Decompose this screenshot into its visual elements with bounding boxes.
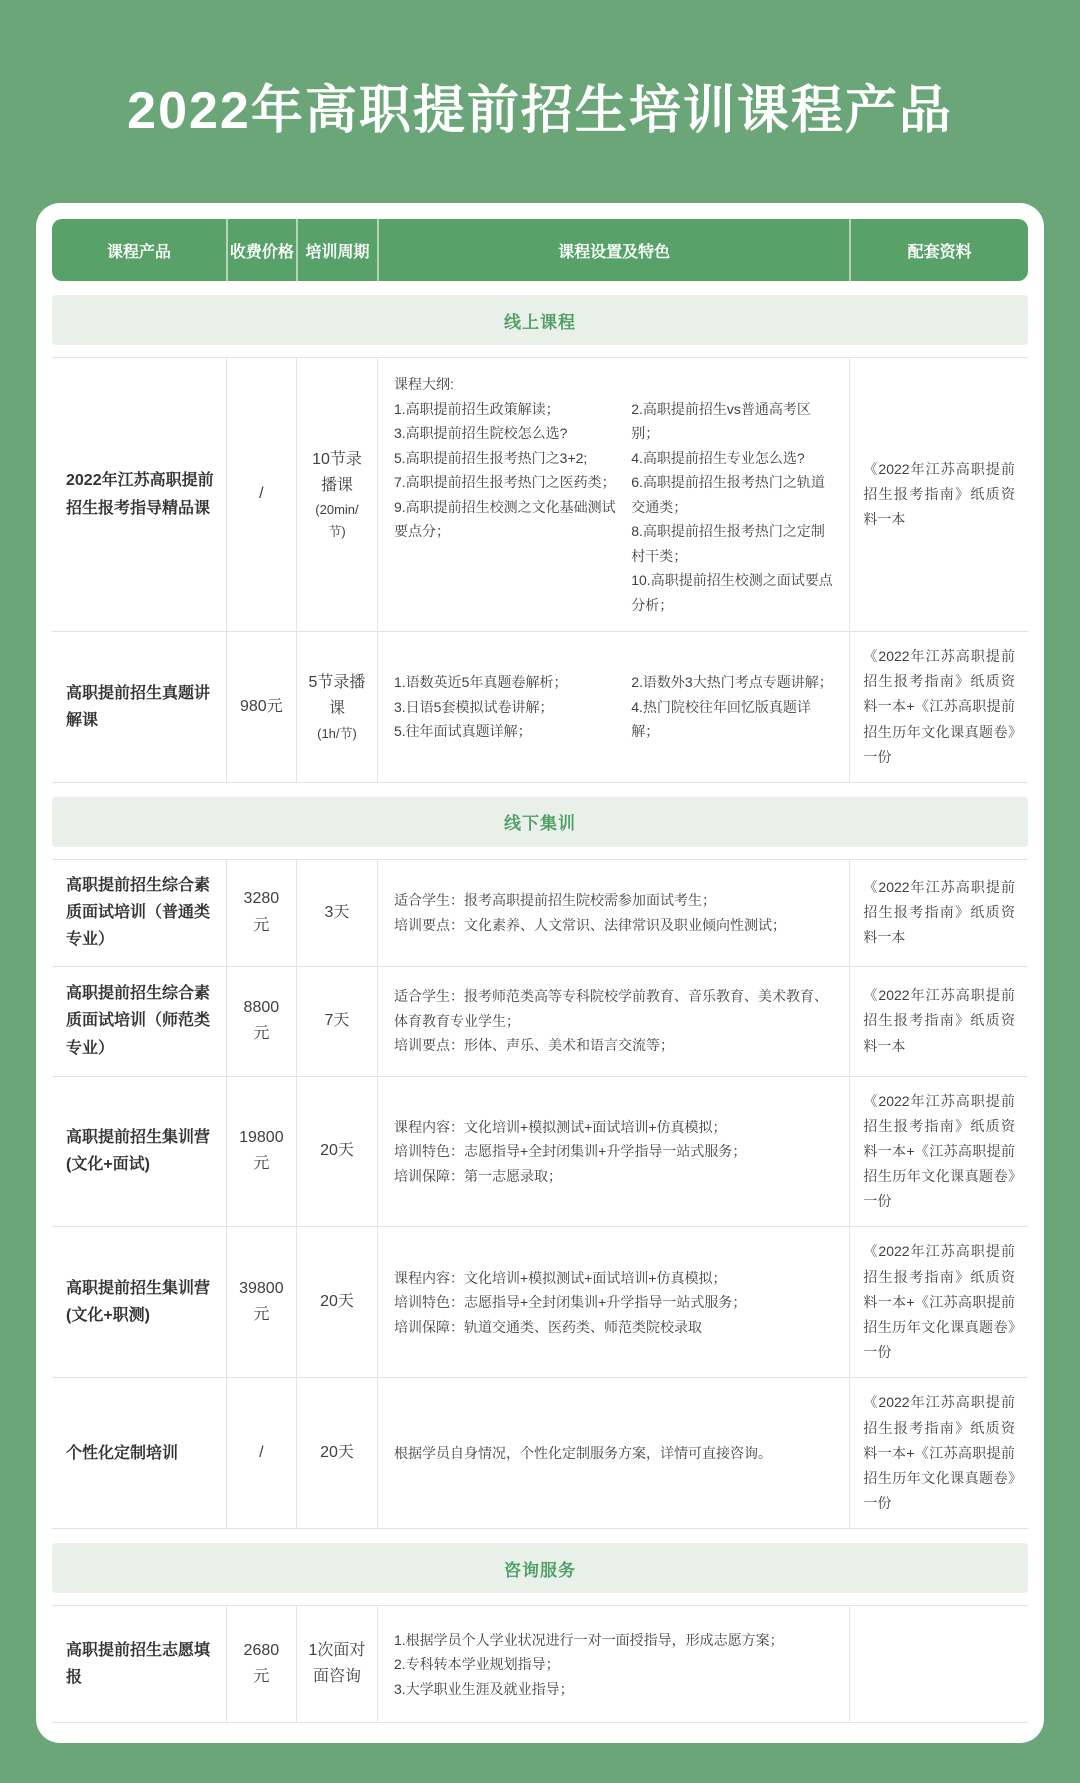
feature-line: 1.高职提前招生政策解读； xyxy=(393,400,560,417)
column-header-period: 培训周期 xyxy=(296,219,377,281)
feature-line: 适合学生：报考高职提前招生院校需参加面试考生； xyxy=(393,892,716,909)
cell-period: 3天 xyxy=(296,860,377,966)
section-rows-consulting xyxy=(52,1605,1028,1723)
cell-price: 39800元 xyxy=(226,1227,296,1377)
cell-materials: 《2022年江苏高职提前招生报考指南》纸质资料一本+《江苏高职提前招生历年文化课真题卷》一份 xyxy=(849,632,1028,782)
feature-column-right xyxy=(631,670,833,744)
column-header-product: 课程产品 xyxy=(106,243,171,261)
cell-price: 8800元 xyxy=(226,967,296,1076)
feature-line: 培训要点：形体、声乐、美术和语言交流等； xyxy=(393,1037,674,1054)
cell-features xyxy=(377,358,849,631)
table-row xyxy=(52,1605,1028,1723)
feature-line: 1.根据学员个人学业状况进行一对一面授指导，形成志愿方案； xyxy=(393,1631,784,1648)
cell-materials: 《2022年江苏高职提前招生报考指南》纸质资料一本 xyxy=(849,967,1028,1076)
cell-course-name: 高职提前招生集训营(文化+面试) xyxy=(66,1129,211,1174)
cell-period xyxy=(296,358,377,631)
section-label: 线下集训 xyxy=(504,814,576,834)
period-note: (20min/节) xyxy=(315,502,359,539)
period-text: 10节录播课 xyxy=(312,450,362,495)
cell-price: 980元 xyxy=(226,632,296,782)
feature-column-right xyxy=(631,397,833,618)
cell-features xyxy=(377,1606,849,1722)
feature-line: 6.高职提前招生报考热门之轨道交通类； xyxy=(631,474,825,515)
section-label: 线上课程 xyxy=(504,312,576,332)
table-row xyxy=(52,1227,1028,1378)
feature-line: 4.高职提前招生专业怎么选? xyxy=(631,449,805,466)
feature-line: 适合学生：报考师范类高等专科院校学前教育、音乐教育、美术教育、体育教育专业学生； xyxy=(393,988,828,1029)
cell-period: 1次面对面咨询 xyxy=(296,1606,377,1722)
column-header-price: 收费价格 xyxy=(226,219,296,281)
table-header-row xyxy=(52,219,1028,281)
feature-line: 课程内容：文化培训+模拟测试+面试培训+仿真模拟； xyxy=(393,1118,727,1135)
table-row xyxy=(52,632,1028,783)
cell-features xyxy=(377,1227,849,1377)
period-text: 5节录播课 xyxy=(308,673,366,718)
cell-course-name: 个性化定制培训 xyxy=(66,1444,179,1462)
page-title: 2022年高职提前招生培训课程产品 xyxy=(127,82,953,140)
feature-line: 10.高职提前招生校测之面试要点分析； xyxy=(631,572,833,613)
feature-heading: 课程大纲: xyxy=(393,376,454,392)
cell-materials: 《2022年江苏高职提前招生报考指南》纸质资料一本+《江苏高职提前招生历年文化课真题卷》一份 xyxy=(849,1378,1028,1528)
section-band-offline-camps xyxy=(52,797,1028,847)
feature-line: 2.高职提前招生vs普通高考区别； xyxy=(631,400,811,441)
feature-line: 3.高职提前招生院校怎么选? xyxy=(393,425,568,441)
feature-line: 课程内容：文化培训+模拟测试+面试培训+仿真模拟； xyxy=(393,1269,727,1286)
column-header-features: 课程设置及特色 xyxy=(377,219,849,281)
cell-features xyxy=(377,860,849,966)
cell-materials: 《2022年江苏高职提前招生报考指南》纸质资料一本+《江苏高职提前招生历年文化课真题卷》一份 xyxy=(849,1077,1028,1227)
cell-course-name: 高职提前招生综合素质面试培训（师范类专业） xyxy=(66,985,211,1057)
cell-period: 20天 xyxy=(296,1077,377,1227)
section-label: 咨询服务 xyxy=(504,1560,576,1580)
course-table-card xyxy=(36,203,1044,1743)
table-row xyxy=(52,1378,1028,1529)
section-rows-online xyxy=(52,357,1028,783)
cell-features xyxy=(377,1077,849,1227)
cell-course-name: 高职提前招生综合素质面试培训（普通类专业） xyxy=(66,876,211,949)
feature-line: 培训特色：志愿指导+全封闭集训+升学指导一站式服务； xyxy=(393,1294,747,1311)
table-row xyxy=(52,859,1028,967)
section-band-consulting xyxy=(52,1543,1028,1593)
feature-line: 5.高职提前招生报考热门之3+2; xyxy=(393,449,588,466)
cell-price: / xyxy=(226,358,296,631)
cell-features xyxy=(377,967,849,1076)
cell-price: 2680元 xyxy=(226,1606,296,1722)
table-row xyxy=(52,1077,1028,1228)
cell-features xyxy=(377,1378,849,1528)
feature-line: 培训特色：志愿指导+全封闭集训+升学指导一站式服务； xyxy=(393,1143,747,1160)
column-header-materials: 配套资料 xyxy=(849,219,1028,281)
feature-line: 2.专科转本学业规划指导； xyxy=(393,1656,560,1673)
feature-line: 3.大学职业生涯及就业指导； xyxy=(393,1680,574,1697)
feature-columns xyxy=(394,670,833,744)
feature-line: 4.热门院校往年回忆版真题详解； xyxy=(631,698,811,740)
cell-period: 7天 xyxy=(296,967,377,1076)
cell-materials: 《2022年江苏高职提前招生报考指南》纸质资料一本+《江苏高职提前招生历年文化课真题卷》一份 xyxy=(849,1227,1028,1377)
cell-period: 20天 xyxy=(296,1378,377,1528)
feature-line: 3.日语5套模拟试卷讲解； xyxy=(393,698,554,715)
cell-course-name: 2022年江苏高职提前招生报考指导精品课 xyxy=(66,472,214,517)
period-note: (1h/节) xyxy=(317,725,357,741)
feature-line: 9.高职提前招生校测之文化基础测试要点分； xyxy=(393,498,616,539)
feature-line: 8.高职提前招生报考热门之定制村干类； xyxy=(631,523,825,564)
cell-price: 19800元 xyxy=(226,1077,296,1227)
section-band-online-courses xyxy=(52,295,1028,345)
feature-line: 2.语数外3大热门考点专题讲解； xyxy=(631,674,833,691)
feature-column-left xyxy=(394,670,631,744)
cell-course-name: 高职提前招生真题讲解课 xyxy=(66,684,211,729)
feature-columns xyxy=(394,397,833,618)
feature-line: 培训保障：第一志愿录取； xyxy=(393,1167,562,1184)
cell-materials xyxy=(849,1606,1028,1722)
cell-price: / xyxy=(226,1378,296,1528)
table-row xyxy=(52,357,1028,632)
cell-course-name: 高职提前招生集训营(文化+职测) xyxy=(66,1280,211,1325)
feature-column-left xyxy=(394,397,631,618)
cell-price: 3280元 xyxy=(226,860,296,966)
feature-line: 7.高职提前招生报考热门之医药类； xyxy=(393,474,616,490)
feature-line: 5.往年面试真题详解； xyxy=(393,723,532,740)
feature-line: 根据学员自身情况，个性化定制服务方案，详情可直接咨询。 xyxy=(393,1445,772,1462)
cell-materials: 《2022年江苏高职提前招生报考指南》纸质资料一本 xyxy=(849,358,1028,631)
cell-period: 20天 xyxy=(296,1227,377,1377)
table-row xyxy=(52,967,1028,1077)
cell-features xyxy=(377,632,849,782)
cell-course-name: 高职提前招生志愿填报 xyxy=(66,1642,211,1687)
section-rows-offline xyxy=(52,859,1028,1529)
cell-period xyxy=(296,632,377,782)
feature-line: 培训要点：文化素养、人文常识、法律常识及职业倾向性测试； xyxy=(393,916,786,933)
feature-line: 培训保障：轨道交通类、医药类、师范类院校录取 xyxy=(393,1318,702,1335)
feature-line: 1.语数英近5年真题卷解析； xyxy=(393,674,568,691)
cell-materials: 《2022年江苏高职提前招生报考指南》纸质资料一本 xyxy=(849,860,1028,966)
